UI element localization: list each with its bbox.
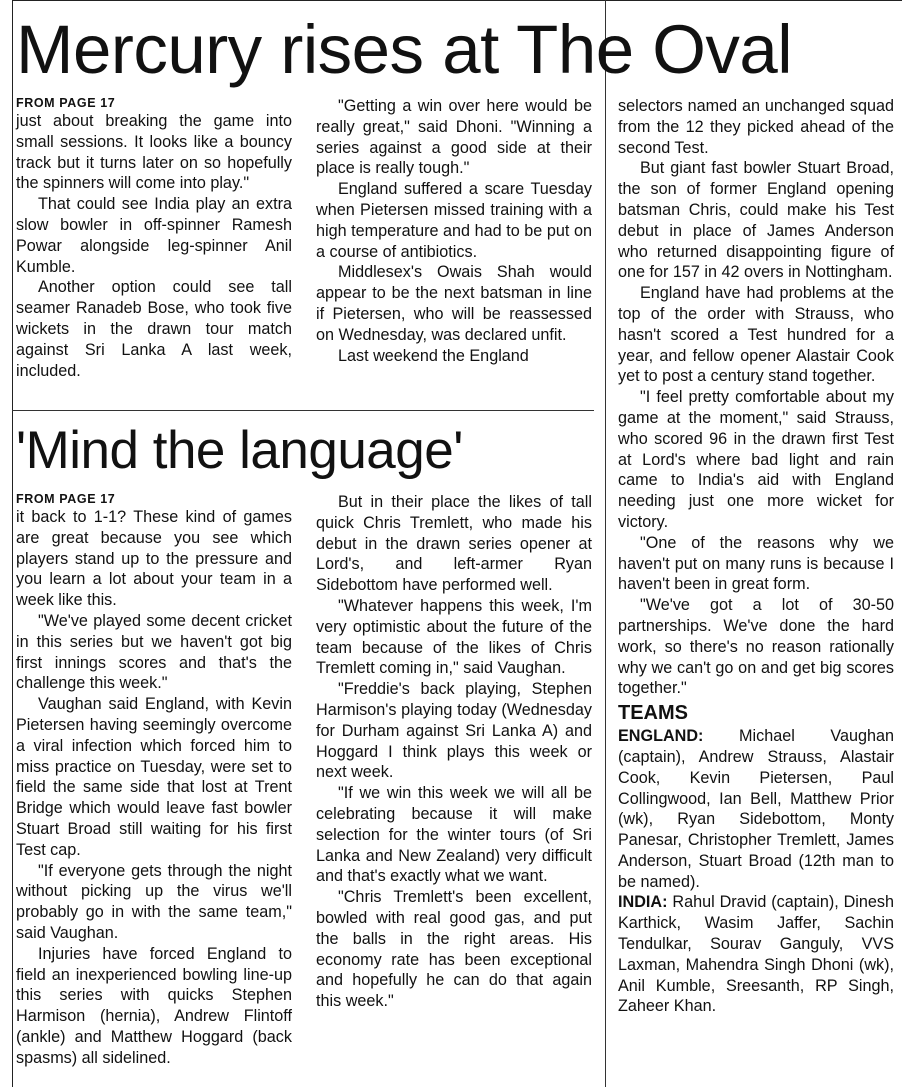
paragraph: Another option could see tall seamer Ranadeb Bose, who took five wickets in the drawn tour match against Sri Lanka A last week, included.	[16, 278, 292, 380]
paragraph: "Chris Tremlett's been excellent, bowled with real good gas, and put the balls in the right areas. His economy rate has been exceptional and hopefully he can do that again this week."	[316, 888, 592, 1011]
india-label: INDIA:	[618, 893, 668, 912]
paragraph: England have had problems at the top of the order with Strauss, who hasn't scored a Test hundred for a year, and fellow opener Alastair Cook yet to post a century stand together.	[618, 284, 894, 386]
paragraph: "We've got a lot of 30-50 partnerships. We've done the hard work, so there's no reason rationally why we can't go on and get big scores together."	[618, 596, 894, 698]
paragraph: "Getting a win over here would be really great," said Dhoni. "Winning a series against a good side at their place is really tough."	[316, 97, 592, 178]
story1-kicker: FROM PAGE 17	[16, 96, 116, 110]
top-rule	[12, 0, 902, 1]
paragraph: selectors named an unchanged squad from the 12 they picked ahead of the second Test.	[618, 97, 894, 157]
paragraph: "We've played some decent cricket in this series but we haven't got big first innings scores and that's the challenge this week."	[16, 611, 292, 693]
paragraph: But in their place the likes of tall quick Chris Tremlett, who made his debut in the drawn series opener at Lord's, and left-armer Ryan Sidebottom have performed well.	[316, 493, 592, 595]
story2-column-1	[16, 492, 292, 1069]
england-players: Michael Vaughan (captain), Andrew Strauss, Alastair Cook, Kevin Pietersen, Paul Collingwood, Ian Bell, Matthew Prior (wk), Ryan Sidebottom, Monty Panesar, Christopher Tremlett, James Anderson, Stuart Broad (12th man to be named).	[618, 727, 895, 891]
paragraph: just about breaking the game into small sessions. It looks like a bouncy track but it turns later on so hopefully the spinners will come into play."	[16, 112, 292, 193]
paragraph: Vaughan said England, with Kevin Pietersen having seemingly overcome a viral infection which forced him to miss practice on Tuesday, were set to field the same side that lost at Trent Bridge which would leave fast bowler Stuart Broad still waiting for his first Test cap.	[16, 695, 292, 859]
column-divider-rule	[605, 0, 606, 1087]
story2-headline: 'Mind the language'	[16, 421, 463, 480]
india-team-list	[618, 892, 894, 1017]
paragraph: "Whatever happens this week, I'm very optimistic about the future of the team because of the likes of Chris Tremlett coming in," said Vaughan.	[316, 596, 592, 678]
story2-column-2	[316, 492, 592, 1012]
england-label: ENGLAND:	[618, 727, 704, 746]
story1-column-1	[16, 96, 292, 381]
paragraph: "I feel pretty comfortable about my game at the moment," said Strauss, who scored 96 in the drawn first Test at Lord's where bad light and rain came to India's aid with England needing just one more wicket for victory.	[618, 388, 894, 531]
paragraph: it back to 1-1? These kind of games are great because you see which players stand up to the pressure and you learn a lot about your team in a week like this.	[16, 508, 292, 610]
paragraph: That could see India play an extra slow bowler in off-spinner Ramesh Powar alongside leg-spinner Anil Kumble.	[16, 195, 292, 276]
england-team-list	[618, 726, 894, 892]
story1-column-3	[618, 96, 894, 1017]
paragraph: Middlesex's Owais Shah would appear to be the next batsman in line if Pietersen, who will be reassessed on Wednesday, was declared unfit.	[316, 263, 592, 344]
story-divider-rule	[12, 410, 594, 411]
paragraph: Last weekend the England	[338, 346, 529, 365]
paragraph: "One of the reasons why we haven't put on many runs is because I haven't been in great form.	[618, 533, 894, 594]
paragraph: "If we win this week we will all be celebrating because it will make selection for the winter tours (of Sri Lanka and New Zealand) very difficult and that's exactly what we want.	[316, 784, 592, 886]
paragraph: "Freddie's back playing, Stephen Harmison's playing today (Wednesday for Durham against Sri Lanka A) and Hoggard I think plays this week or next week.	[316, 680, 592, 782]
paragraph: But giant fast bowler Stuart Broad, the son of former England opening batsman Chris, could make his Test debut in place of James Anderson who returned disappointing figure of one for 157 in 42 overs in Nottingham.	[618, 159, 894, 282]
story1-headline: Mercury rises at The Oval	[16, 11, 793, 88]
story1-column-2	[316, 96, 592, 366]
paragraph: "If everyone gets through the night without picking up the virus we'll probably go in with the same team," said Vaughan.	[16, 861, 292, 942]
india-players: Rahul Dravid (captain), Dinesh Karthick, Wasim Jaffer, Sachin Tendulkar, Sourav Ganguly, VVS Laxman, Mahendra Singh Dhoni (wk), Anil Kumble, Sreesanth, RP Singh, Zaheer Khan.	[618, 893, 894, 1016]
paragraph: England suffered a scare Tuesday when Pietersen missed training with a high temperature and had to be put on a course of antibiotics.	[316, 180, 592, 261]
teams-heading: TEAMS	[618, 702, 688, 725]
left-rule	[12, 0, 13, 1087]
paragraph: Injuries have forced England to field an inexperienced bowling line-up this series with quicks Stephen Harmison (hernia), Andrew Flintoff (ankle) and Matthew Hoggard (back spasms) all sidelined.	[16, 944, 292, 1067]
story2-kicker: FROM PAGE 17	[16, 492, 116, 506]
